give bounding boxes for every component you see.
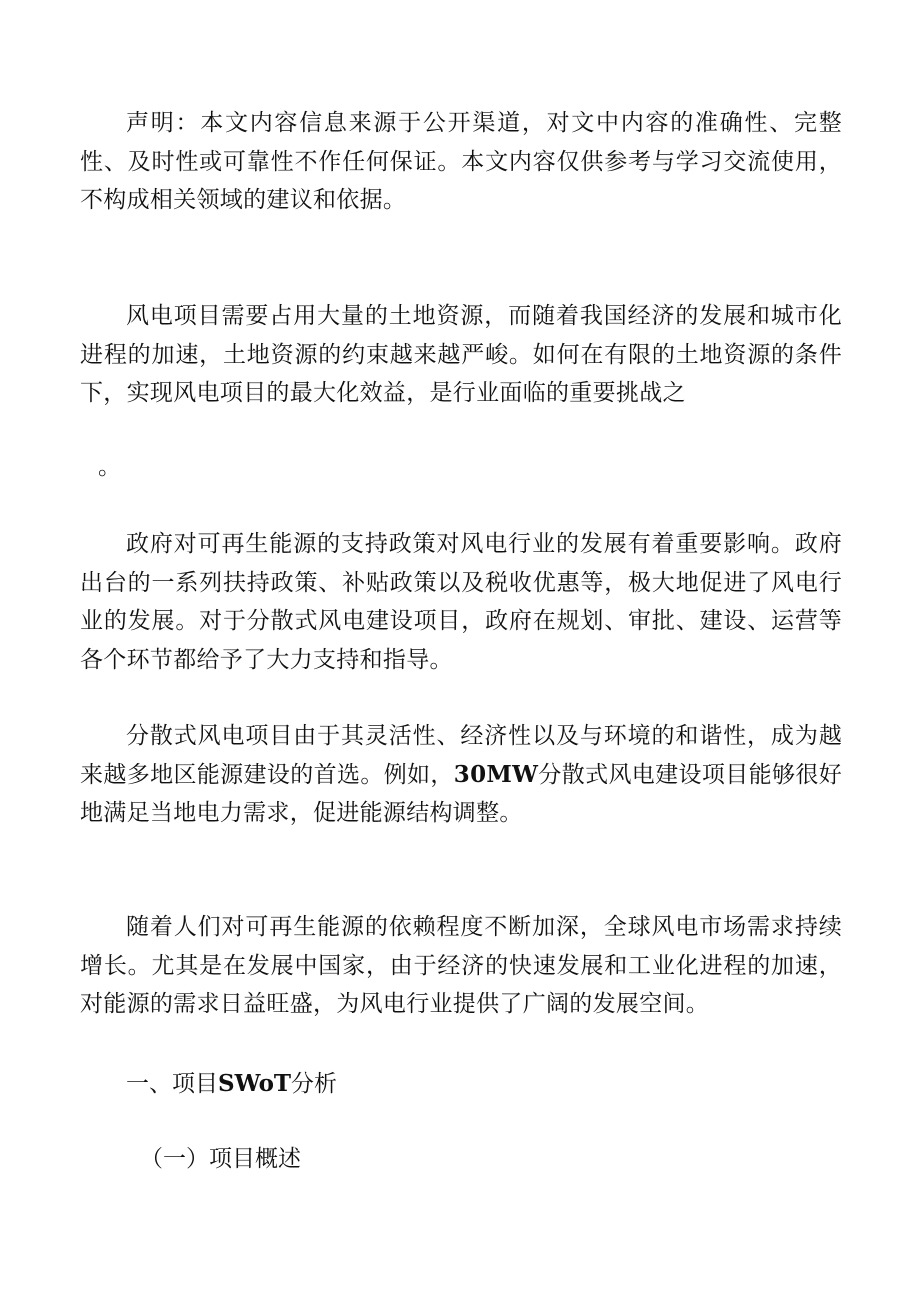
market-demand-paragraph: 随着人们对可再生能源的依赖程度不断加深，全球风电市场需求持续增长。尤其是在发展中国家，由于经济的快速发展和工业化进程的加速，对能源的需求日益旺盛，为风电行业提供了广阔的发展空间。	[80, 914, 842, 1017]
distributed-wind-paragraph	[80, 717, 842, 833]
capacity-value: 30MW	[453, 760, 539, 788]
heading1-post: 分析	[291, 1071, 338, 1097]
heading1-pre: 一、项目	[126, 1071, 218, 1097]
stray-period: 。	[98, 454, 121, 480]
distributed-text-pre: 分散式风电项目由于其灵活性、经济性以及与环境的和谐性，成为越来越多地区能源建设的首选。例如，	[80, 723, 842, 788]
disclaimer-paragraph: 声明：本文内容信息来源于公开渠道，对文中内容的准确性、完整性、及时性或可靠性不作任何保证。本文内容仅供参考与学习交流使用，不构成相关领域的建议和依据。	[80, 110, 842, 213]
land-resource-paragraph: 风电项目需要占用大量的土地资源，而随着我国经济的发展和城市化进程的加速，土地资源的约束越来越严峻。如何在有限的土地资源的条件下，实现风电项目的最大化效益，是行业面临的重要挑战之	[80, 303, 842, 406]
heading1-swot: SWoT	[218, 1070, 292, 1097]
section-heading-swot	[126, 1065, 337, 1103]
policy-paragraph: 政府对可再生能源的支持政策对风电行业的发展有着重要影响。政府出台的一系列扶持政策、补贴政策以及税收优惠等，极大地促进了风电行业的发展。对于分散式风电建设项目，政府在规划、审批、建设、运营等各个环节都给予了大力支持和指导。	[80, 531, 842, 673]
distributed-text-post: 分散式风电建设项目能够很好地满足当地电力需求，促进能源结构调整。	[80, 761, 842, 826]
subsection-heading-overview: （一）项目概述	[140, 1146, 301, 1172]
